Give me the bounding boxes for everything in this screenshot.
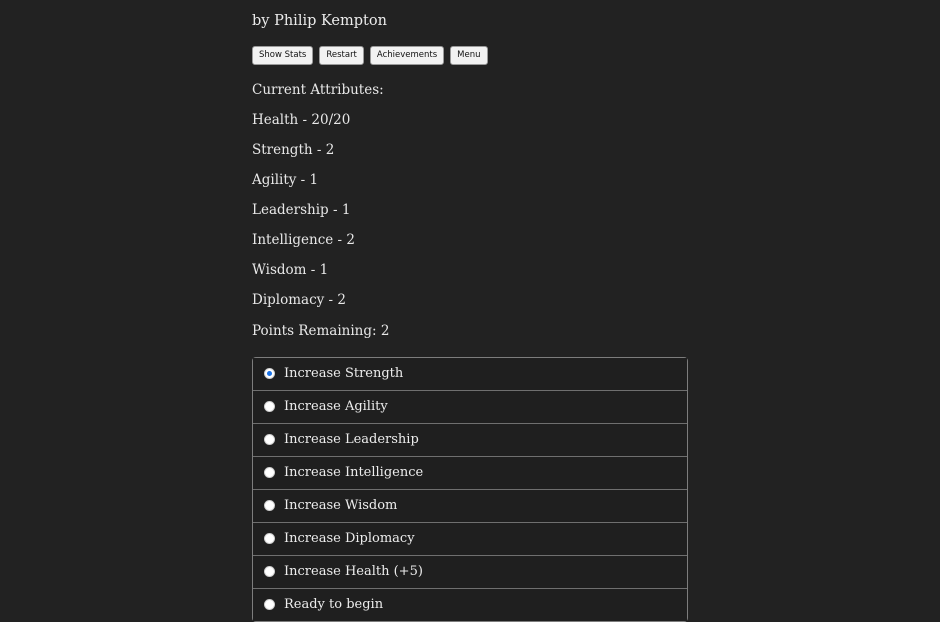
choice-label: Increase Strength (284, 365, 404, 381)
points-remaining: Points Remaining: 2 (252, 322, 390, 339)
choice-label: Increase Leadership (284, 431, 419, 447)
choice-option-increase-leadership[interactable] (253, 424, 687, 457)
author-byline: by Philip Kempton (252, 13, 387, 29)
radio-icon[interactable] (264, 368, 275, 379)
choice-label: Increase Agility (284, 398, 388, 414)
attribute-leadership: Leadership - 1 (252, 201, 351, 218)
achievements-button[interactable]: Achievements (370, 46, 444, 65)
choice-option-increase-diplomacy[interactable] (253, 523, 687, 556)
show-stats-button[interactable]: Show Stats (252, 46, 313, 65)
choice-label: Increase Diplomacy (284, 530, 415, 546)
choice-label: Ready to begin (284, 596, 384, 612)
choice-option-increase-intelligence[interactable] (253, 457, 687, 490)
choice-option-increase-strength[interactable] (253, 358, 687, 391)
attribute-strength: Strength - 2 (252, 141, 335, 158)
choice-label: Increase Intelligence (284, 464, 424, 480)
attribute-health: Health - 20/20 (252, 111, 351, 128)
radio-icon[interactable] (264, 533, 275, 544)
choice-option-increase-wisdom[interactable] (253, 490, 687, 523)
choice-label: Increase Wisdom (284, 497, 398, 513)
choice-list (252, 357, 688, 622)
attribute-agility: Agility - 1 (252, 171, 319, 188)
story-column (252, 0, 688, 622)
attribute-intelligence: Intelligence - 2 (252, 231, 356, 248)
attribute-wisdom: Wisdom - 1 (252, 261, 329, 278)
choice-option-increase-agility[interactable] (253, 391, 687, 424)
radio-icon[interactable] (264, 599, 275, 610)
radio-icon[interactable] (264, 401, 275, 412)
attributes-heading: Current Attributes: (252, 81, 384, 98)
choice-option-ready-to-begin[interactable] (253, 589, 687, 621)
restart-button[interactable]: Restart (319, 46, 364, 65)
choice-option-increase-health[interactable] (253, 556, 687, 589)
radio-icon[interactable] (264, 566, 275, 577)
choice-label: Increase Health (+5) (284, 563, 423, 579)
toolbar (252, 46, 688, 65)
radio-icon[interactable] (264, 500, 275, 511)
radio-icon[interactable] (264, 434, 275, 445)
menu-button[interactable]: Menu (450, 46, 487, 65)
attribute-diplomacy: Diplomacy - 2 (252, 291, 346, 308)
radio-icon[interactable] (264, 467, 275, 478)
